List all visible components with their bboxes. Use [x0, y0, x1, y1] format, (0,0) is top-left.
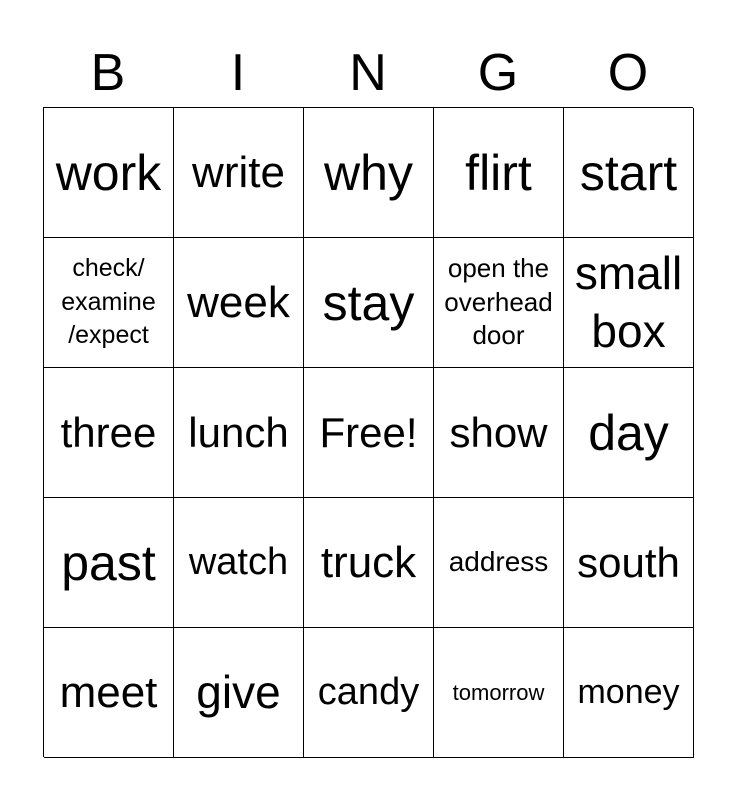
bingo-cell-r3-c4[interactable] — [434, 368, 564, 498]
bingo-cell-r4-c5[interactable] — [564, 498, 694, 628]
header-letter-n: N — [349, 44, 387, 102]
bingo-cell-r2-c4[interactable] — [434, 238, 564, 368]
bingo-cell-r4-c1[interactable] — [44, 498, 174, 628]
bingo-cell-r3-c5[interactable] — [564, 368, 694, 498]
bingo-cell-r2-c1[interactable] — [44, 238, 174, 368]
bingo-cell-r1-c4[interactable] — [434, 108, 564, 238]
cell-text: candy — [317, 670, 420, 713]
bingo-cell-r5-c3[interactable] — [304, 628, 434, 758]
cell-text: give — [196, 665, 281, 718]
cell-text: address — [448, 546, 549, 578]
bingo-cell-r3-c3[interactable] — [304, 368, 434, 498]
cell-text: show — [449, 408, 548, 456]
cell-text: small box — [574, 247, 683, 357]
cell-text: week — [187, 277, 290, 327]
bingo-cell-r4-c4[interactable] — [434, 498, 564, 628]
bingo-cell-r5-c5[interactable] — [564, 628, 694, 758]
bingo-header — [43, 40, 693, 106]
header-letter-g: G — [477, 44, 519, 102]
bingo-cell-r1-c1[interactable] — [44, 108, 174, 238]
bingo-cell-r3-c1[interactable] — [44, 368, 174, 498]
cell-text: flirt — [465, 144, 532, 201]
bingo-cell-r2-c5[interactable] — [564, 238, 694, 368]
bingo-cell-r5-c1[interactable] — [44, 628, 174, 758]
bingo-cell-r4-c3[interactable] — [304, 498, 434, 628]
cell-text: lunch — [188, 408, 289, 456]
bingo-cell-r2-c2[interactable] — [174, 238, 304, 368]
cell-text: check/ examine /expect — [61, 253, 156, 350]
cell-text: meet — [59, 667, 158, 717]
cell-text: truck — [320, 537, 417, 587]
bingo-cell-r3-c2[interactable] — [174, 368, 304, 498]
bingo-cell-r1-c5[interactable] — [564, 108, 694, 238]
bingo-cell-r1-c3[interactable] — [304, 108, 434, 238]
cell-text: work — [55, 144, 162, 201]
header-letter-o: O — [607, 44, 649, 102]
header-letter-b: B — [90, 44, 126, 102]
bingo-cell-r2-c3[interactable] — [304, 238, 434, 368]
cell-text: south — [577, 538, 680, 586]
cell-text: start — [579, 144, 678, 201]
cell-text: money — [577, 673, 680, 712]
cell-text: three — [60, 408, 157, 456]
bingo-cell-r4-c2[interactable] — [174, 498, 304, 628]
cell-text: watch — [188, 540, 289, 583]
header-letter-i: I — [230, 44, 246, 102]
cell-text: Free! — [319, 408, 418, 456]
bingo-cell-r5-c2[interactable] — [174, 628, 304, 758]
bingo-cell-r5-c4[interactable] — [434, 628, 564, 758]
cell-text: tomorrow — [452, 679, 545, 705]
cell-text: stay — [322, 274, 415, 331]
bingo-cell-r1-c2[interactable] — [174, 108, 304, 238]
cell-text: past — [61, 534, 156, 591]
bingo-grid — [43, 107, 693, 757]
cell-text: day — [588, 404, 669, 461]
cell-text: open the overhead door — [444, 252, 553, 351]
cell-text: why — [324, 144, 413, 201]
cell-text: write — [192, 147, 285, 197]
